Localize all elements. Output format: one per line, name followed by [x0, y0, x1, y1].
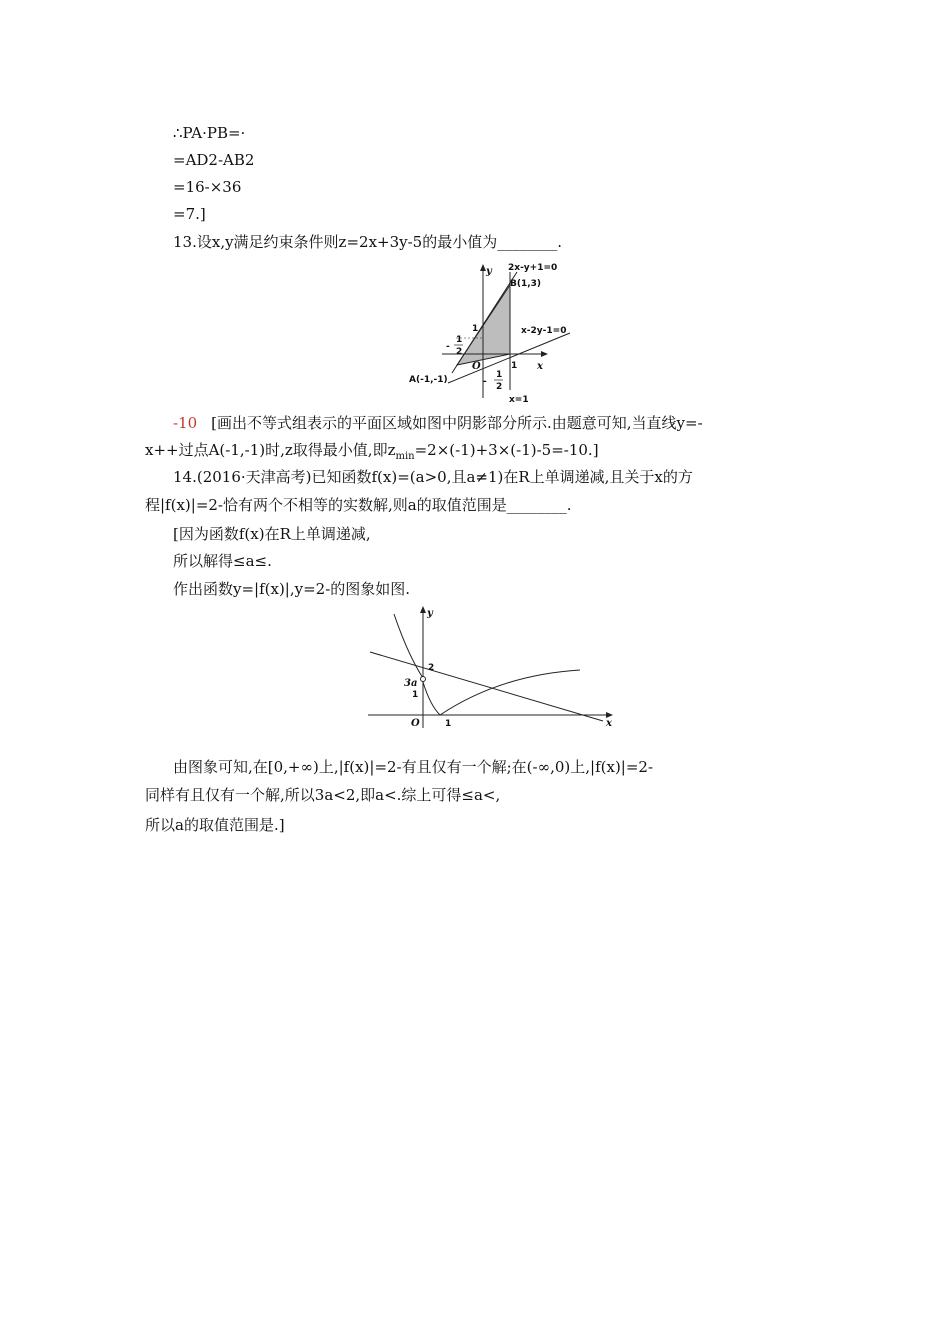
function-graph-figure: [360, 600, 620, 735]
x-axis-label: x: [537, 361, 543, 372]
tick-half-den-y: 2: [456, 347, 463, 357]
answer-13-line-2: [145, 440, 599, 467]
line1-label: 2x-y+1=0: [508, 263, 558, 273]
point-b-label: B(1,3): [510, 279, 542, 289]
tick-1-x: 1: [511, 361, 518, 371]
y-axis-label: y: [427, 608, 433, 619]
answer-13-text-2b: =2×(-1)+3×(-1)-5=-10.]: [414, 441, 599, 459]
tick-neg-sign-y: -: [446, 342, 450, 352]
origin-label: O: [411, 718, 420, 729]
y-axis-label: y: [486, 266, 492, 277]
y-axis-arrow: [420, 606, 426, 613]
solution-line-3: =16-×36: [173, 178, 242, 196]
answer-13-text-1: [画出不等式组表示的平面区域如图中阴影部分所示.由题意可知,当直线y=-: [211, 414, 703, 432]
origin-label: O: [472, 361, 481, 372]
line2-label: x-2y-1=0: [521, 326, 567, 336]
tick-1-y: 1: [412, 690, 419, 700]
answer-13-subscript: min: [395, 451, 415, 462]
question-14-line-1: 14.(2016·天津高考)已知函数f(x)=(a>0,且a≠1)在R上单调递减,且关于x的方: [173, 468, 693, 486]
tick-neg-sign-x: -: [483, 377, 487, 387]
answer-13-text-2a: x++过点A(-1,-1)时,z取得最小值,即z: [145, 441, 396, 459]
answer-14-line-5: 同样有且仅有一个解,所以3a<2,即a<.综上可得≤a<,: [145, 786, 501, 804]
x-eq-1-label: x=1: [509, 395, 529, 405]
point-a-label: A(-1,-1): [409, 375, 448, 385]
question-13: 13.设x,y满足约束条件则z=2x+3y-5的最小值为________.: [173, 233, 562, 251]
tick-1-y: 1: [472, 324, 479, 334]
answer-14-line-6: 所以a的取值范围是.]: [145, 816, 285, 834]
x-axis-label: x: [606, 718, 612, 729]
tick-2: 2: [428, 663, 435, 673]
answer-14-line-3: 作出函数y=|f(x)|,y=2-的图象如图.: [173, 580, 411, 598]
curve-left-branch: [394, 614, 423, 678]
tick-3a: 3a: [404, 678, 418, 689]
solution-line-1: ∴PA·PB=·: [173, 124, 246, 142]
question-14-line-2: 程|f(x)|=2-恰有两个不相等的实数解,则a的取值范围是________.: [145, 496, 572, 514]
feasible-region-figure: [400, 258, 590, 408]
tick-1-x: 1: [445, 719, 452, 729]
answer-13-value: -10: [173, 414, 198, 432]
solution-line-4: =7.]: [173, 205, 206, 223]
answer-14-line-1: [因为函数f(x)在R上单调递减,: [173, 525, 371, 543]
open-point-3a: [421, 677, 426, 682]
answer-14-line-2: 所以解得≤a≤.: [173, 552, 272, 570]
curve-log-decay: [423, 682, 440, 715]
tick-half-den-x: 2: [496, 382, 503, 392]
tick-half-num-y: 1: [456, 335, 463, 345]
solution-line-2: =AD2-AB2: [173, 151, 255, 169]
x-axis-arrow: [541, 351, 548, 357]
answer-13-line-1: [173, 413, 703, 433]
answer-14-line-4: 由图象可知,在[0,+∞)上,|f(x)|=2-有且仅有一个解;在(-∞,0)上,|f(x)|=2-: [173, 758, 654, 776]
tick-half-num-x: 1: [496, 370, 503, 380]
